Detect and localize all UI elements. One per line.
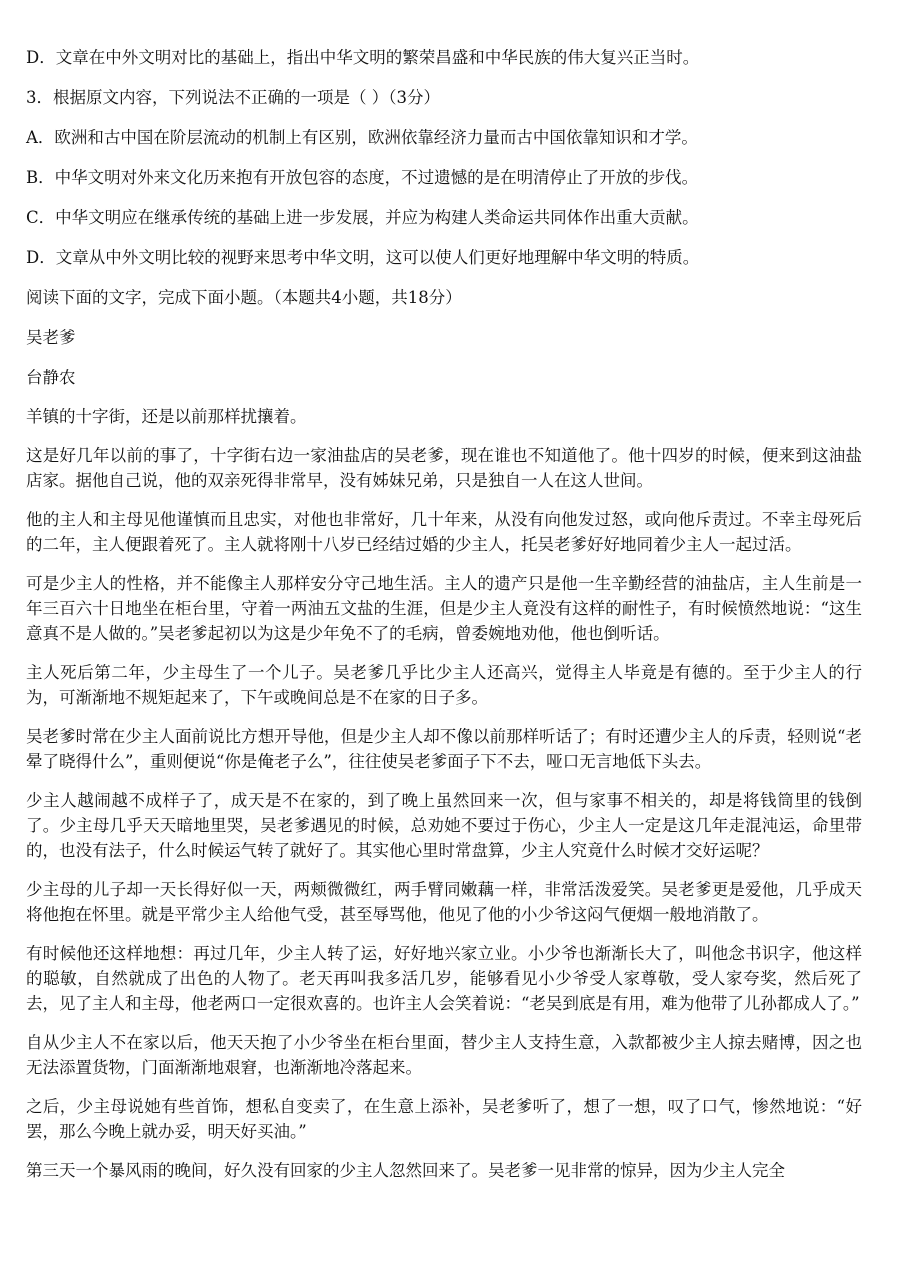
story-title: 吴老爹	[26, 328, 76, 347]
story-paragraph: 可是少主人的性格，并不能像主人那样安分守己地生活。主人的遗产只是他一生辛勤经营的油盐店，主人生前是一年三百六十日地坐在柜台里，守着一两油五文盐的生涯，但是少主人竟没有这样的耐性子，有时候愤然地说：“这生意真不是人做的。”吴老爹起初以为这是少年免不了的毛病，曾委婉地劝他，他也倒听话。	[26, 574, 862, 643]
question3-option-a: A．欧洲和古中国在阶层流动的机制上有区别，欧洲依靠经济力量而古中国依靠知识和才学。	[26, 128, 698, 147]
story-author: 台静农	[26, 368, 76, 387]
reading-instruction: 阅读下面的文字，完成下面小题。（本题共4小题，共18分）	[26, 288, 462, 307]
story-paragraph: 有时候他还这样地想：再过几年，少主人转了运，好好地兴家立业。小少爷也渐渐长大了，叫他念书识字，他这样的聪敏，自然就成了出色的人物了。老天再叫我多活几岁，能够看见小少爷受人家尊敬，受人家夸奖，然后死了去，见了主人和主母，他老两口一定很欢喜的。也许主人会笑着说：“老吴到底是有用，难为他带了儿孙都成人了。”	[26, 944, 862, 1013]
question3-option-c: C．中华文明应在继承传统的基础上进一步发展，并应为构建人类命运共同体作出重大贡献。	[26, 208, 699, 227]
question3-option-d: D．文章从中外文明比较的视野来思考中华文明，这可以使人们更好地理解中华文明的特质。	[26, 248, 700, 267]
story-paragraph: 他的主人和主母见他谨慎而且忠实，对他也非常好，几十年来，从没有向他发过怒，或向他斥责过。不幸主母死后的二年，主人便跟着死了。主人就将刚十八岁已经结过婚的少主人，托吴老爹好好地同着少主人一起过活。	[26, 510, 862, 554]
story-paragraph: 少主母的儿子却一天长得好似一天，两颊微微红，两手臂同嫩藕一样，非常活泼爱笑。吴老爹更是爱他，几乎成天将他抱在怀里。就是平常少主人给他气受，甚至辱骂他，他见了他的小少爷这闷气便烟一般地消散了。	[26, 880, 862, 924]
story-paragraph: 吴老爹时常在少主人面前说比方想开导他，但是少主人却不像以前那样听话了；有时还遭少主人的斥责，轻则说“老晕了晓得什么”，重则便说“你是俺老子么”，往往使吴老爹面子下不去，哑口无言地低下头去。	[26, 727, 862, 771]
story-paragraph: 这是好几年以前的事了，十字街右边一家油盐店的吴老爹，现在谁也不知道他了。他十四岁的时候，便来到这油盐店家。据他自己说，他的双亲死得非常早，没有姊妹兄弟，只是独自一人在这人世间。	[26, 446, 862, 490]
question3-stem: 3．根据原文内容，下列说法不正确的一项是（ ）（3分）	[26, 88, 440, 107]
question3-option-b: B．中华文明对外来文化历来抱有开放包容的态度，不过遗憾的是在明清停止了开放的步伐。	[26, 168, 699, 187]
story-paragraph: 羊镇的十字街，还是以前那样扰攘着。	[26, 407, 307, 426]
story-paragraph: 之后，少主母说她有些首饰，想私自变卖了，在生意上添补，吴老爹听了，想了一想，叹了口气，惨然地说：“好罢，那么今晚上就办妥，明天好买油。”	[26, 1097, 862, 1141]
story-paragraph: 少主人越闹越不成样子了，成天是不在家的，到了晚上虽然回来一次，但与家事不相关的，却是将钱筒里的钱倒了。少主母几乎天天暗地里哭，吴老爹遇见的时候，总劝她不要过于伤心，少主人一定是这几年走混沌运，命里带的，也没有法子，什么时候运气转了就好了。其实他心里时常盘算，少主人究竟什么时候才交好运呢？	[26, 791, 862, 860]
question2-option-d: D．文章在中外文明对比的基础上，指出中华文明的繁荣昌盛和中华民族的伟大复兴正当时。	[26, 48, 700, 67]
story-paragraph: 自从少主人不在家以后，他天天抱了小少爷坐在柜台里面，替少主人支持生意，入款都被少主人掠去赌博，因之也无法添置货物，门面渐渐地艰窘，也渐渐地冷落起来。	[26, 1033, 862, 1077]
document-page	[26, 0, 862, 1183]
story-paragraph: 主人死后第二年，少主母生了一个儿子。吴老爹几乎比少主人还高兴，觉得主人毕竟是有德的。至于少主人的行为，可渐渐地不规矩起来了，下午或晚间总是不在家的日子多。	[26, 663, 862, 707]
story-paragraph: 第三天一个暴风雨的晚间，好久没有回家的少主人忽然回来了。吴老爹一见非常的惊异，因为少主人完全	[26, 1161, 785, 1180]
